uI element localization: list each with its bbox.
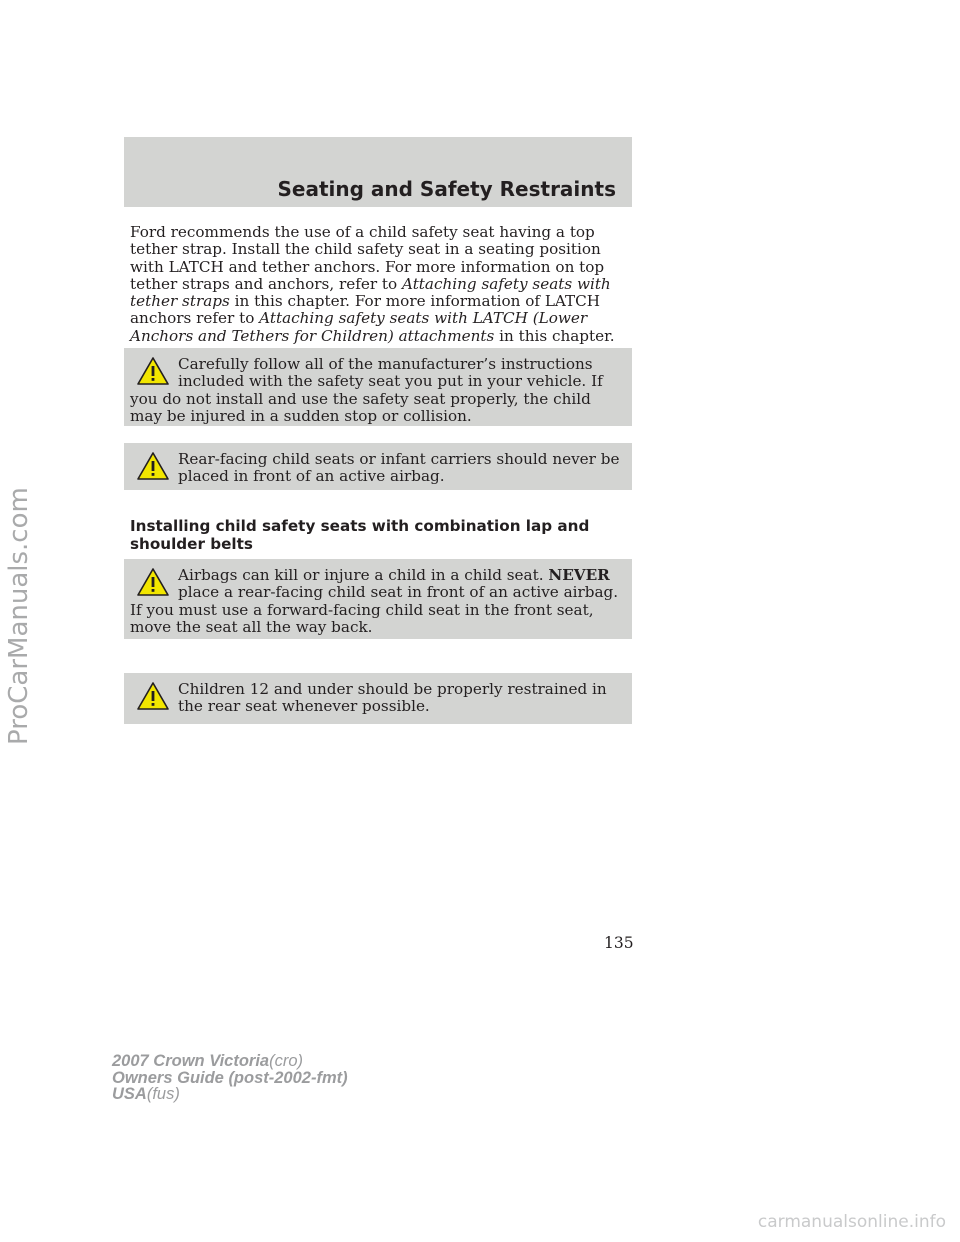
footer-line-1: 2007 Crown Victoria(cro): [112, 1052, 304, 1070]
warning-text-4: Children 12 and under should be properly restrained in the rear seat whenever possible.: [178, 680, 607, 716]
document-footer: [112, 1053, 348, 1103]
intro-paragraph: [130, 224, 630, 345]
warning-triangle-icon: [136, 681, 170, 711]
cross-reference-latch: Attaching safety seats with LATCH (Lower Anchors and Tethers for Children) attachments: [130, 309, 588, 345]
warning-triangle-icon: [136, 356, 170, 386]
warning-box-1: [124, 348, 632, 426]
warning-box-3: [124, 559, 632, 639]
never-emphasis: NEVER: [548, 566, 610, 584]
intro-text-3: in this chapter.: [494, 326, 615, 345]
cross-reference-tether: Attaching safety seats with tether straps: [130, 274, 611, 311]
bottom-watermark: carmanualsonline.info: [757, 1212, 946, 1232]
header-band: [124, 137, 632, 207]
footer-line-3: USA(fus): [112, 1085, 180, 1103]
footer-line-2: Owners Guide (post-2002-fmt): [112, 1068, 348, 1087]
page-number: 135: [604, 934, 634, 952]
side-watermark: ProCarManuals.com: [4, 487, 34, 745]
page-title: Seating and Safety Restraints: [277, 177, 616, 201]
warning-triangle-icon: [136, 567, 170, 597]
intro-text-2: in this chapter. For more information of LATCH anchors refer to: [130, 292, 601, 328]
section-heading: Installing child safety seats with combination lap and shoulder belts: [130, 517, 590, 553]
warning-text-1: Carefully follow all of the manufacturer’s instructions included with the safety seat you put in your vehicle. If you do not install and use the safety seat properly, the child may be injured in a sudden stop or collision.: [130, 355, 603, 425]
warning-box-2: [124, 443, 632, 490]
intro-text-1: Ford recommends the use of a child safety seat having a top tether strap. Install the child safety seat in a seating position with LATCH and tether anchors. For more information on top tether straps and anchors, refer to: [130, 223, 605, 293]
warning-box-4: [124, 673, 632, 724]
warning-text-3: Airbags can kill or injure a child in a child seat. NEVER place a rear-facing child seat in front of an active airbag. If you must use a forward-facing child seat in the front seat, move the seat all the way back.: [130, 566, 619, 636]
warning-triangle-icon: [136, 451, 170, 481]
warning-text-2: Rear-facing child seats or infant carriers should never be placed in front of an active airbag.: [178, 450, 620, 486]
